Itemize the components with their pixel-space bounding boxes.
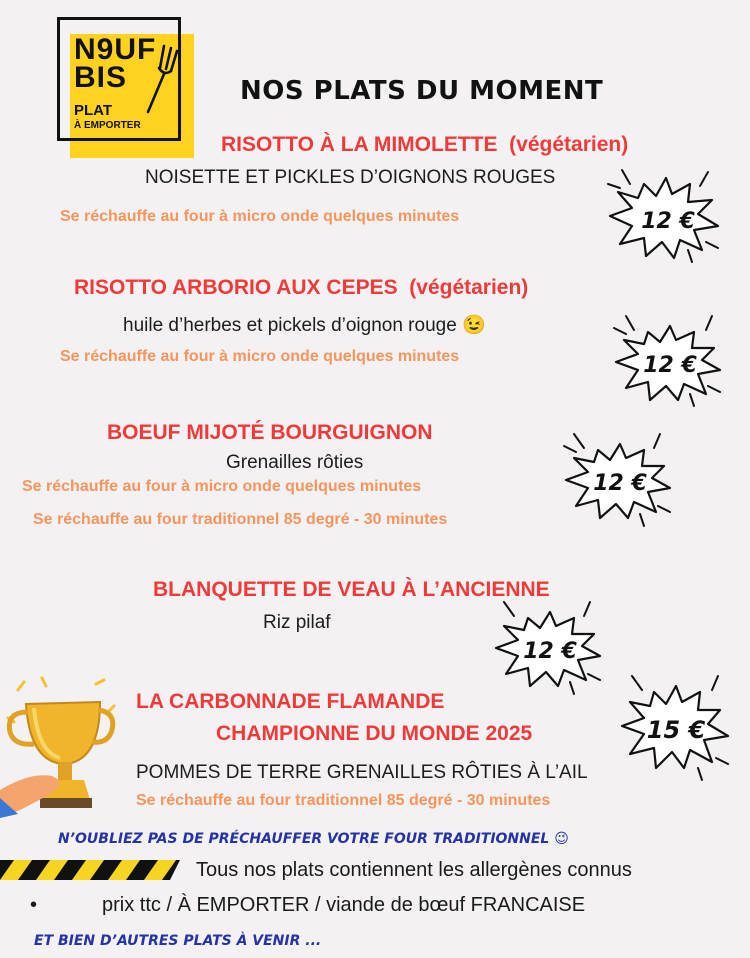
dish-2-heating: Se réchauffe au four à micro onde quelques minutes xyxy=(60,348,460,365)
dish-5-name-line-2: CHAMPIONNE DU MONDE 2025 xyxy=(216,722,533,745)
dish-1-price: 12 € xyxy=(641,209,695,234)
price-burst-icon xyxy=(616,668,740,786)
logo-line-4: À EMPORTER xyxy=(74,120,141,131)
dish-2-description: huile d’herbes et pickels d’oignon rouge 😉 xyxy=(123,315,486,336)
dish-2-tag: (végétarien) xyxy=(409,276,529,299)
allergens-note: Tous nos plats contiennent les allergènes connus xyxy=(196,859,632,881)
logo-line-3: PLAT xyxy=(74,102,113,119)
dish-2-price: 12 € xyxy=(643,353,697,378)
price-burst-icon xyxy=(490,596,614,700)
logo-line-1: N9UF xyxy=(74,33,157,66)
price-burst-icon xyxy=(608,308,732,412)
dish-5-price: 15 € xyxy=(646,716,706,744)
dish-4-description: Riz pilaf xyxy=(263,612,331,633)
dish-1-description: NOISETTE ET PICKLES D’OIGNONS ROUGES xyxy=(145,167,556,188)
price-burst-icon xyxy=(560,428,684,532)
page-title: NOS PLATS DU MOMENT xyxy=(240,76,604,106)
price-info: prix ttc / À EMPORTER / viande de bœuf FRANCAISE xyxy=(102,894,586,916)
logo-line-2: BIS xyxy=(74,61,128,94)
dish-1-heating: Se réchauffe au four à micro onde quelques minutes xyxy=(60,208,460,225)
more-dishes-note: ET BIEN D’AUTRES PLATS À VENIR ... xyxy=(34,933,322,949)
dish-3-price: 12 € xyxy=(593,471,647,496)
price-burst-icon xyxy=(600,158,732,268)
dish-2-name xyxy=(74,276,528,300)
dish-3-description: Grenailles rôties xyxy=(226,452,364,473)
dish-1-name xyxy=(221,133,628,157)
dish-4-price: 12 € xyxy=(523,639,577,664)
dish-3-name: BOEUF MIJOTÉ BOURGUIGNON xyxy=(107,421,433,444)
dish-1-title: RISOTTO À LA MIMOLETTE xyxy=(221,133,498,156)
dish-3-heating-1: Se réchauffe au four à micro onde quelques minutes xyxy=(22,478,422,495)
dish-2-title: RISOTTO ARBORIO AUX CEPES xyxy=(74,276,398,299)
dish-3-heating-2: Se réchauffe au four traditionnel 85 degré - 30 minutes xyxy=(33,511,448,528)
trophy-icon xyxy=(0,672,118,818)
dish-5-description: POMMES DE TERRE GRENAILLES RÔTIES À L’AIL xyxy=(136,762,588,783)
preheat-notice: N’OUBLIEZ PAS DE PRÉCHAUFFER VOTRE FOUR TRADITIONNEL 😉 xyxy=(58,831,569,847)
dish-5-name-line-1: LA CARBONNADE FLAMANDE xyxy=(136,690,445,713)
dish-1-tag: (végétarien) xyxy=(509,133,629,156)
dish-5-heating: Se réchauffe au four traditionnel 85 degré - 30 minutes xyxy=(136,792,551,809)
hazard-stripe xyxy=(0,860,180,880)
dish-4-name: BLANQUETTE DE VEAU À L’ANCIENNE xyxy=(153,578,550,601)
bullet: • xyxy=(30,894,38,916)
fork-icon xyxy=(142,42,180,116)
